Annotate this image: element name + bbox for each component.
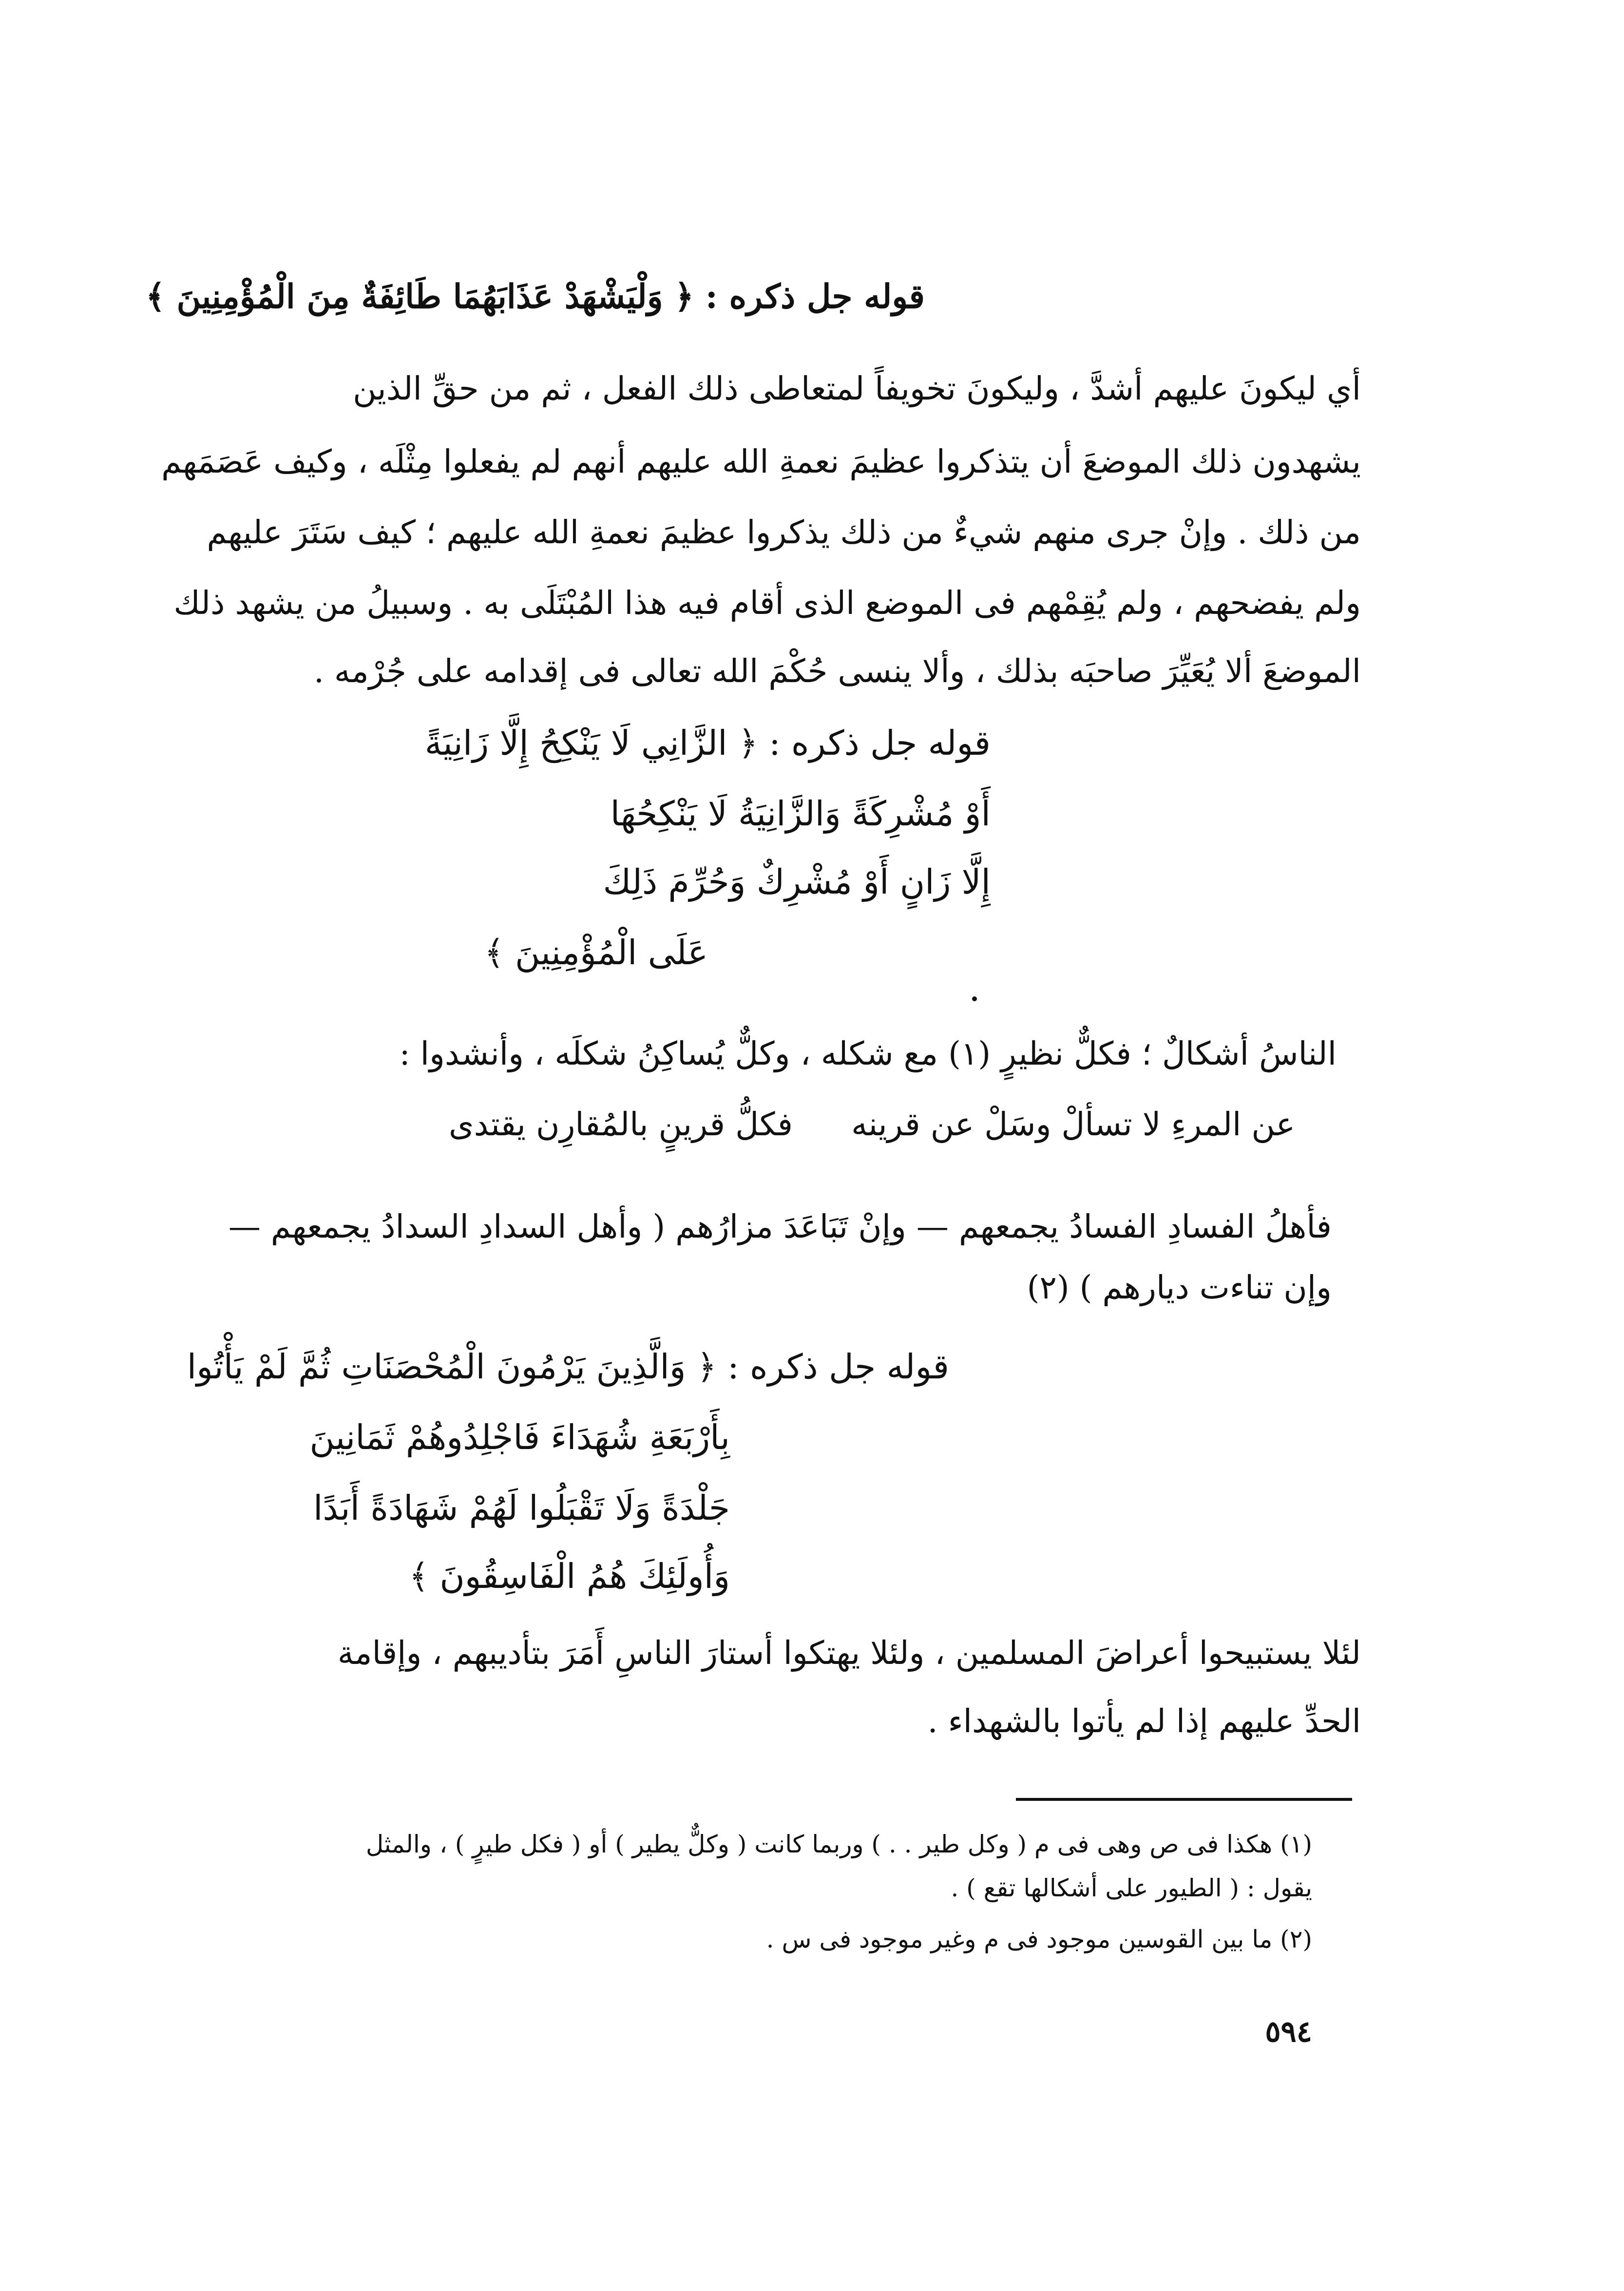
page-number: ٥٩٤: [1265, 2015, 1312, 2049]
section-dot: [972, 996, 977, 1001]
verse-line: قوله جل ذكره : ﴿ الزَّانِي لَا يَنْكِحُ إِلَّا زَانِيَةً: [424, 723, 991, 763]
verse-line: قوله جل ذكره : ﴿ وَالَّذِينَ يَرْمُونَ الْمُحْصَنَاتِ ثُمَّ لَمْ يَأْتُوا: [187, 1347, 949, 1387]
paragraph-line: من ذلك . وإنْ جرى منهم شيءٌ من ذلك يذكروا عظيمَ نعمةِ الله عليهم ؛ كيف سَتَرَ عليهم: [207, 514, 1361, 551]
paragraph-line: فأهلُ الفسادِ الفسادُ يجمعهم — وإنْ تَبَاعَدَ مزارُهم ( وأهل السدادِ السدادُ يجمعهم —: [228, 1208, 1332, 1245]
paragraph-line: يشهدون ذلك الموضعَ أن يتذكروا عظيمَ نعمةِ الله عليهم أنهم لم يفعلوا مِثْلَه ، وكيف عَصَمَهم: [161, 443, 1361, 480]
poem-hemistich-2: فكلُّ قرينٍ بالمُقارِن يقتدى: [449, 1106, 793, 1143]
poem-hemistich-1: عن المرءِ لا تسألْ وسَلْ عن قرينه: [851, 1106, 1295, 1143]
verse-line: بِأَرْبَعَةِ شُهَدَاءَ فَاجْلِدُوهُمْ ثَمَانِينَ: [309, 1417, 730, 1457]
footnote-line: يقول : ( الطيور على أشكالها تقع ) .: [951, 1874, 1312, 1902]
paragraph-line: لئلا يستبيحوا أعراضَ المسلمين ، ولئلا يهتكوا أستارَ الناسِ أَمَرَ بتأديبهم ، وإقامة: [337, 1634, 1361, 1672]
paragraph-line: ولم يفضحهم ، ولم يُقِمْهم فى الموضع الذى أقام فيه هذا المُبْتَلَى به . وسبيلُ من يشهد ذلك: [173, 584, 1361, 622]
verse-line: إِلَّا زَانٍ أَوْ مُشْرِكٌ وَحُرِّمَ ذَلِكَ: [603, 862, 991, 902]
paragraph-line: الموضعَ ألا يُعَيِّرَ صاحبَه بذلك ، وألا ينسى حُكْمَ الله تعالى فى إقدامه على جُرْمه .: [313, 652, 1361, 690]
footnote-line: (١) هكذا فى ص وهى فى م ( وكل طير . . ) وربما كانت ( وكلٌّ يطير ) أو ( فكل طيرٍ ) ، والمثل: [365, 1830, 1312, 1858]
paragraph-line: وإن تناءت ديارهم ) (٢): [1027, 1269, 1332, 1306]
poem-line: [449, 1108, 1295, 1141]
quran-heading-1: قوله جل ذكره : ﴿ وَلْيَشْهَدْ عَذَابَهُمَا طَائِفَةٌ مِنَ الْمُؤْمِنِينَ ﴾: [146, 277, 925, 316]
footnote-separator: [1016, 1798, 1352, 1801]
footnote-line: (٢) ما بين القوسين موجود فى م وغير موجود فى س .: [766, 1925, 1312, 1953]
paragraph-line: الحدِّ عليهم إذا لم يأتوا بالشهداء .: [927, 1702, 1361, 1740]
verse-line: أَوْ مُشْرِكَةً وَالزَّانِيَةُ لَا يَنْكِحُهَا: [610, 794, 991, 834]
paragraph-line: أي ليكونَ عليهم أشدَّ ، وليكونَ تخويفاً لمتعاطى ذلك الفعل ، ثم من حقِّ الذين: [353, 370, 1361, 407]
verse-line: جَلْدَةً وَلَا تَقْبَلُوا لَهُمْ شَهَادَةً أَبَدًا: [313, 1488, 730, 1528]
verse-line: عَلَى الْمُؤْمِنِينَ ﴾: [484, 933, 708, 973]
verse-line: وَأُولَئِكَ هُمُ الْفَاسِقُونَ ﴾: [409, 1556, 730, 1596]
paragraph-line: الناسُ أشكالٌ ؛ فكلٌّ نظيرٍ (١) مع شكله ، وكلٌّ يُساكِنُ شكلَه ، وأنشدوا :: [399, 1035, 1337, 1072]
